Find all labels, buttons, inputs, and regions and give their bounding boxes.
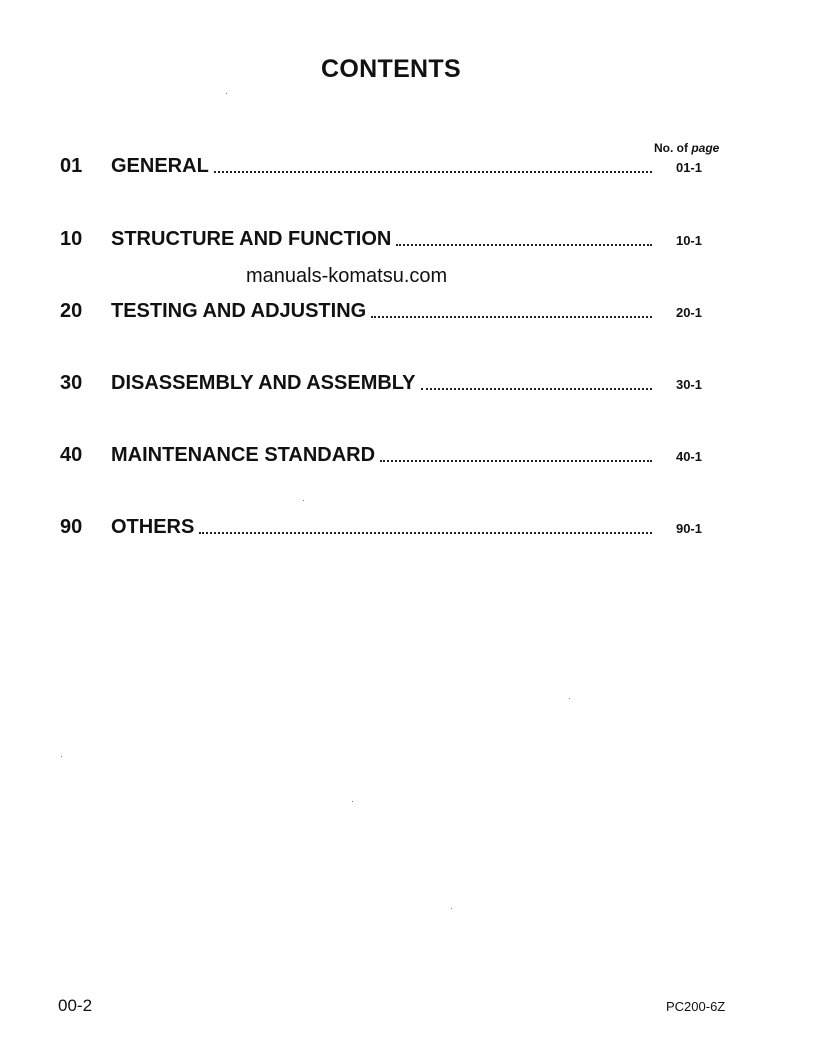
toc-entry[interactable] xyxy=(60,513,702,539)
footer-model: PC200-6Z xyxy=(666,999,726,1014)
toc-entry-page: 01-1 xyxy=(675,160,702,175)
page-column-header-suffix: page xyxy=(691,141,720,155)
toc-entry-page: 20-1 xyxy=(675,305,702,320)
dot-leader xyxy=(214,169,652,173)
toc-entry-label: OTHERS xyxy=(111,516,195,538)
toc-entry-number: 40 xyxy=(60,444,83,466)
toc-entry-page: 30-1 xyxy=(675,377,702,392)
scan-speck xyxy=(303,500,304,501)
scan-speck xyxy=(352,801,353,802)
toc-entry-number: 90 xyxy=(60,516,83,538)
dot-leader xyxy=(199,530,652,534)
footer-page-number: 00-2 xyxy=(58,996,93,1015)
toc-entry-label: STRUCTURE AND FUNCTION xyxy=(111,228,392,250)
watermark: manuals-komatsu.com xyxy=(246,265,448,287)
dot-leader xyxy=(421,386,652,390)
toc-entry[interactable] xyxy=(60,441,702,467)
dot-leader xyxy=(371,314,652,318)
toc-entry-label: TESTING AND ADJUSTING xyxy=(111,300,367,322)
toc-entry-number: 01 xyxy=(60,155,83,177)
toc-entry-page: 90-1 xyxy=(675,521,702,536)
toc-entry-number: 30 xyxy=(60,372,83,394)
scan-speck xyxy=(451,908,452,909)
scan-speck xyxy=(226,93,227,94)
toc-entry-number: 20 xyxy=(60,300,83,322)
page-column-header-prefix: No. of xyxy=(654,141,688,155)
toc-entry-label: MAINTENANCE STANDARD xyxy=(111,444,376,466)
toc-entry-label: DISASSEMBLY AND ASSEMBLY xyxy=(111,372,416,394)
toc-entry-label: GENERAL xyxy=(111,155,209,177)
toc-entry[interactable] xyxy=(60,297,702,323)
toc-entry[interactable] xyxy=(60,152,702,178)
toc-entry[interactable] xyxy=(60,369,702,395)
scan-speck xyxy=(569,698,570,699)
toc-entry-number: 10 xyxy=(60,228,83,250)
toc-entry-page: 10-1 xyxy=(675,233,702,248)
toc-entry[interactable] xyxy=(60,225,702,251)
toc-entry-page: 40-1 xyxy=(675,449,702,464)
scan-speck xyxy=(61,756,62,757)
page-title: CONTENTS xyxy=(321,55,461,83)
dot-leader xyxy=(396,242,652,246)
dot-leader xyxy=(380,458,652,462)
